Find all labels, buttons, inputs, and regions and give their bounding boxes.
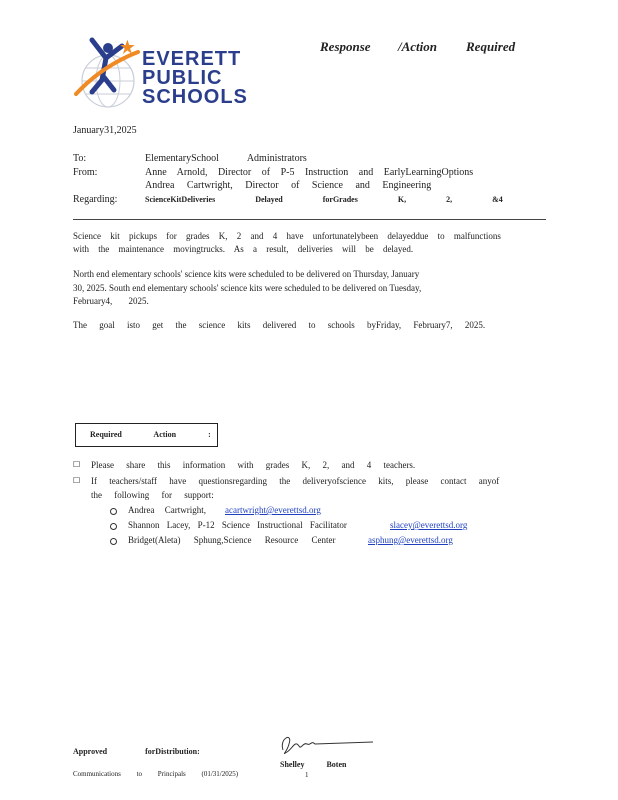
regarding-label: Regarding: xyxy=(73,194,118,205)
action-item-2-line-1: If teachers/staff have questionsregarding the deliveryofscience kits, please contact anyof xyxy=(91,476,500,486)
to-label: To: xyxy=(73,153,87,164)
action-item-1: Please share this information with grades K, 2, and 4 teachers. xyxy=(91,460,416,470)
list-item xyxy=(110,535,530,550)
required-action-box xyxy=(75,423,218,447)
to-value: ElementarySchool Administrators xyxy=(145,153,307,164)
circle-bullet-icon xyxy=(110,523,117,530)
district-logo-mark xyxy=(72,36,142,110)
memo-date: January31,2025 xyxy=(73,125,137,136)
regarding-value: ScienceKitDeliveries Delayed forGrades K, 2, &4 xyxy=(145,195,503,204)
header-title-action: /Action xyxy=(398,39,438,54)
district-logo xyxy=(72,36,252,110)
approved-for-distribution: Approved forDistribution: xyxy=(73,747,200,756)
page-number: 1 xyxy=(305,771,309,779)
contact-name: Bridget(Aleta) Sphung,Science Resource Center xyxy=(128,535,336,545)
contact-email-link[interactable]: slacey@everettsd.org xyxy=(390,520,468,530)
body-paragraph-2-line-2: 30, 2025. South end elementary schools' science kits were scheduled to be delivered on Tuesday, xyxy=(73,283,422,293)
body-paragraph-2-line-3: February4, 2025. xyxy=(73,296,149,306)
circle-bullet-icon xyxy=(110,508,117,515)
communications-line: Communications to Principals (01/31/2025) xyxy=(73,770,239,778)
checkbox-bullet-icon: ☐ xyxy=(73,460,81,469)
signature-mark xyxy=(277,730,377,760)
header-title-required: Required xyxy=(466,39,516,54)
list-item xyxy=(110,520,530,535)
contact-list xyxy=(110,505,530,550)
header-title-response: Response xyxy=(320,39,371,54)
body-paragraph-1: Science kit pickups for grades K, 2 and 4 have unfortunatelybeen delayeddue to malfunctions with the maintenance movingtrucks. As a result, deliveries will be delayed. xyxy=(73,231,501,254)
logo-text-line-2: PUBLIC xyxy=(142,67,223,89)
logo-text-line-3: SCHOOLS xyxy=(142,86,248,108)
contact-name: Andrea Cartwright, xyxy=(128,505,206,515)
required-action-label: Required Action : xyxy=(90,430,211,439)
header-divider xyxy=(73,219,546,220)
from-value-line-1: Anne Arnold, Director of P-5 Instruction and EarlyLearningOptions xyxy=(145,167,474,178)
circle-bullet-icon xyxy=(110,538,117,545)
from-label: From: xyxy=(73,167,98,178)
contact-email-link[interactable]: asphung@everettsd.org xyxy=(368,535,453,545)
from-value-line-2: Andrea Cartwright, Director of Science and Engineering xyxy=(145,180,432,191)
logo-text-line-1: EVERETT xyxy=(142,48,242,70)
list-item xyxy=(110,505,530,520)
contact-name: Shannon Lacey, P-12 Science Instructional Facilitator xyxy=(128,520,347,530)
action-item-2-line-2: the following for support: xyxy=(91,490,214,500)
body-paragraph-2-line-1: North end elementary schools' science kits were scheduled to be delivered on Thursday, January xyxy=(73,269,420,279)
checkbox-bullet-icon: ☐ xyxy=(73,476,81,485)
body-paragraph-3: The goal isto get the science kits delivered to schools byFriday, February7, 2025. xyxy=(73,320,486,330)
contact-email-link[interactable]: acartwright@everettsd.org xyxy=(225,505,321,515)
signer-name: Shelley Boten xyxy=(280,760,347,769)
